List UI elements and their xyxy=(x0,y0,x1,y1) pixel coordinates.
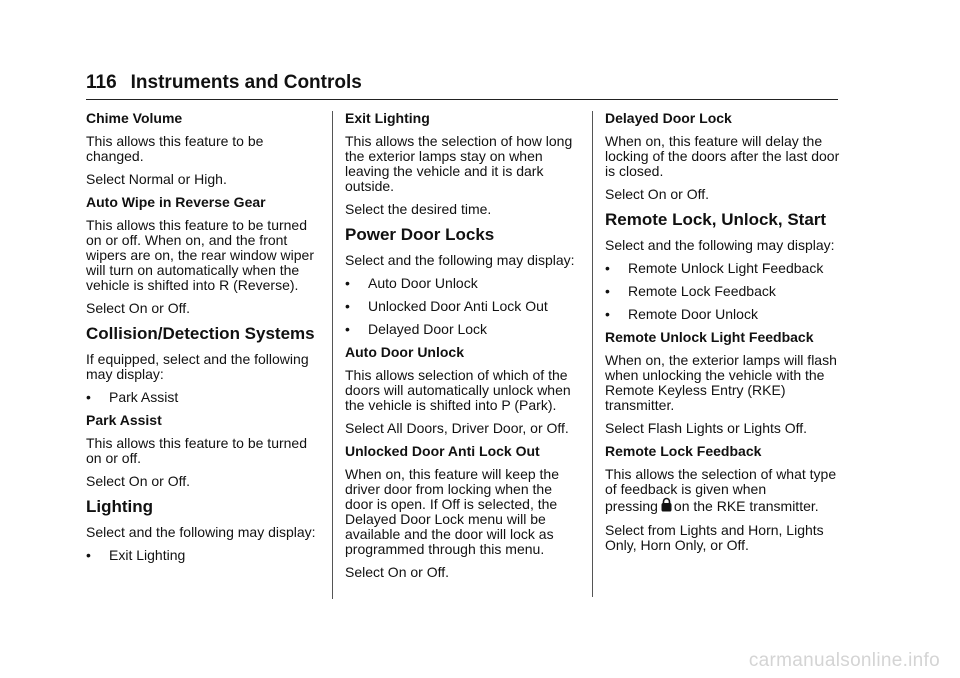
delayed-door-lock-heading: Delayed Door Lock xyxy=(605,110,732,126)
remote-lock-feedback-text-a: This allows the selection of what type of feedback is given when xyxy=(605,466,837,497)
chime-volume-heading: Chime Volume xyxy=(86,110,183,126)
bullet-glyph: • xyxy=(605,260,610,276)
anti-lock-out-select: Select On or Off. xyxy=(345,564,450,580)
list-item xyxy=(605,307,840,322)
list-item-text: Park Assist xyxy=(109,389,179,405)
column-divider-1 xyxy=(332,111,333,599)
list-item-text: Unlocked Door Anti Lock Out xyxy=(368,298,548,314)
auto-wipe-select: Select On or Off. xyxy=(86,300,191,316)
park-assist-text: This allows this feature to be turned on or off. xyxy=(86,435,308,466)
collision-heading: Collision/Detection Systems xyxy=(86,324,315,343)
list-item-text: Delayed Door Lock xyxy=(368,321,488,337)
list-item xyxy=(86,390,321,405)
delayed-door-lock-select: Select On or Off. xyxy=(605,186,710,202)
list-item xyxy=(86,548,321,563)
column-divider-2 xyxy=(592,111,593,597)
list-item xyxy=(345,299,580,314)
bullet-glyph: • xyxy=(345,275,350,291)
bullet-glyph: • xyxy=(86,547,91,563)
section-title: Instruments and Controls xyxy=(130,72,362,93)
column-3 xyxy=(605,111,840,561)
bullet-glyph: • xyxy=(345,298,350,314)
auto-wipe-text: This allows this feature to be turned on or off. When on, and the front wipers are on, the rear window wiper will turn on automatically when the vehicle is shifted into R (Reverse). xyxy=(86,217,314,293)
remote-unlock-light-feedback-heading: Remote Unlock Light Feedback xyxy=(605,329,814,345)
remote-lock-text: Select and the following may display: xyxy=(605,237,835,253)
auto-door-unlock-select: Select All Doors, Driver Door, or Off. xyxy=(345,420,569,436)
bullet-glyph: • xyxy=(345,321,350,337)
column-2 xyxy=(345,111,580,588)
remote-lock-feedback-text-c: on the RKE transmitter. xyxy=(673,498,819,514)
bullet-glyph: • xyxy=(605,283,610,299)
remote-lock-heading: Remote Lock, Unlock, Start xyxy=(605,210,827,229)
power-door-locks-heading: Power Door Locks xyxy=(345,225,495,244)
remote-lock-feedback-text-b: pressing xyxy=(605,498,658,514)
page-header xyxy=(86,70,838,100)
exit-lighting-select: Select the desired time. xyxy=(345,201,492,217)
park-assist-select: Select On or Off. xyxy=(86,473,191,489)
park-assist-heading: Park Assist xyxy=(86,412,162,428)
lock-icon xyxy=(661,497,672,515)
watermark: carmanualsonline.info xyxy=(748,650,940,671)
chime-volume-select: Select Normal or High. xyxy=(86,171,227,187)
remote-lock-feedback-select: Select from Lights and Horn, Lights Only, Horn Only, or Off. xyxy=(605,522,824,553)
delayed-door-lock-text: When on, this feature will delay the locking of the doors after the last door is closed. xyxy=(605,133,840,179)
remote-unlock-light-feedback-select: Select Flash Lights or Lights Off. xyxy=(605,420,808,436)
remote-unlock-light-feedback-text: When on, the exterior lamps will flash when unlocking the vehicle with the Remote Keyless Entry (RKE) transmitter. xyxy=(605,352,837,413)
auto-door-unlock-text: This allows selection of which of the doors will automatically unlock when the vehicle is shifted into P (Park). xyxy=(345,367,571,413)
lighting-heading: Lighting xyxy=(86,497,154,516)
bullet-glyph: • xyxy=(86,389,91,405)
power-door-locks-text: Select and the following may display: xyxy=(345,252,575,268)
list-item xyxy=(345,276,580,291)
chime-volume-text: This allows this feature to be changed. xyxy=(86,133,264,164)
list-item xyxy=(605,261,840,276)
column-1 xyxy=(86,111,321,571)
list-item xyxy=(345,322,580,337)
collision-text: If equipped, select and the following may display: xyxy=(86,351,309,382)
anti-lock-out-heading: Unlocked Door Anti Lock Out xyxy=(345,443,540,459)
lighting-text: Select and the following may display: xyxy=(86,524,316,540)
list-item xyxy=(605,284,840,299)
exit-lighting-heading: Exit Lighting xyxy=(345,110,430,126)
list-item-text: Remote Door Unlock xyxy=(628,306,758,322)
exit-lighting-text: This allows the selection of how long the exterior lamps stay on when leaving the vehicle and it is dark outside. xyxy=(345,133,573,194)
list-item-text: Auto Door Unlock xyxy=(368,275,478,291)
bullet-glyph: • xyxy=(605,306,610,322)
list-item-text: Remote Unlock Light Feedback xyxy=(628,260,824,276)
auto-wipe-heading: Auto Wipe in Reverse Gear xyxy=(86,194,266,210)
list-item-text: Remote Lock Feedback xyxy=(628,283,776,299)
list-item-text: Exit Lighting xyxy=(109,547,186,563)
page-number: 116 xyxy=(86,72,117,93)
remote-lock-feedback-text xyxy=(605,467,840,515)
remote-lock-feedback-heading: Remote Lock Feedback xyxy=(605,443,762,459)
anti-lock-out-text: When on, this feature will keep the driver door from locking when the door is open. If Off is selected, the Delayed Door Lock menu will be available and the door will lock as programmed through this menu. xyxy=(345,466,560,557)
auto-door-unlock-heading: Auto Door Unlock xyxy=(345,344,464,360)
